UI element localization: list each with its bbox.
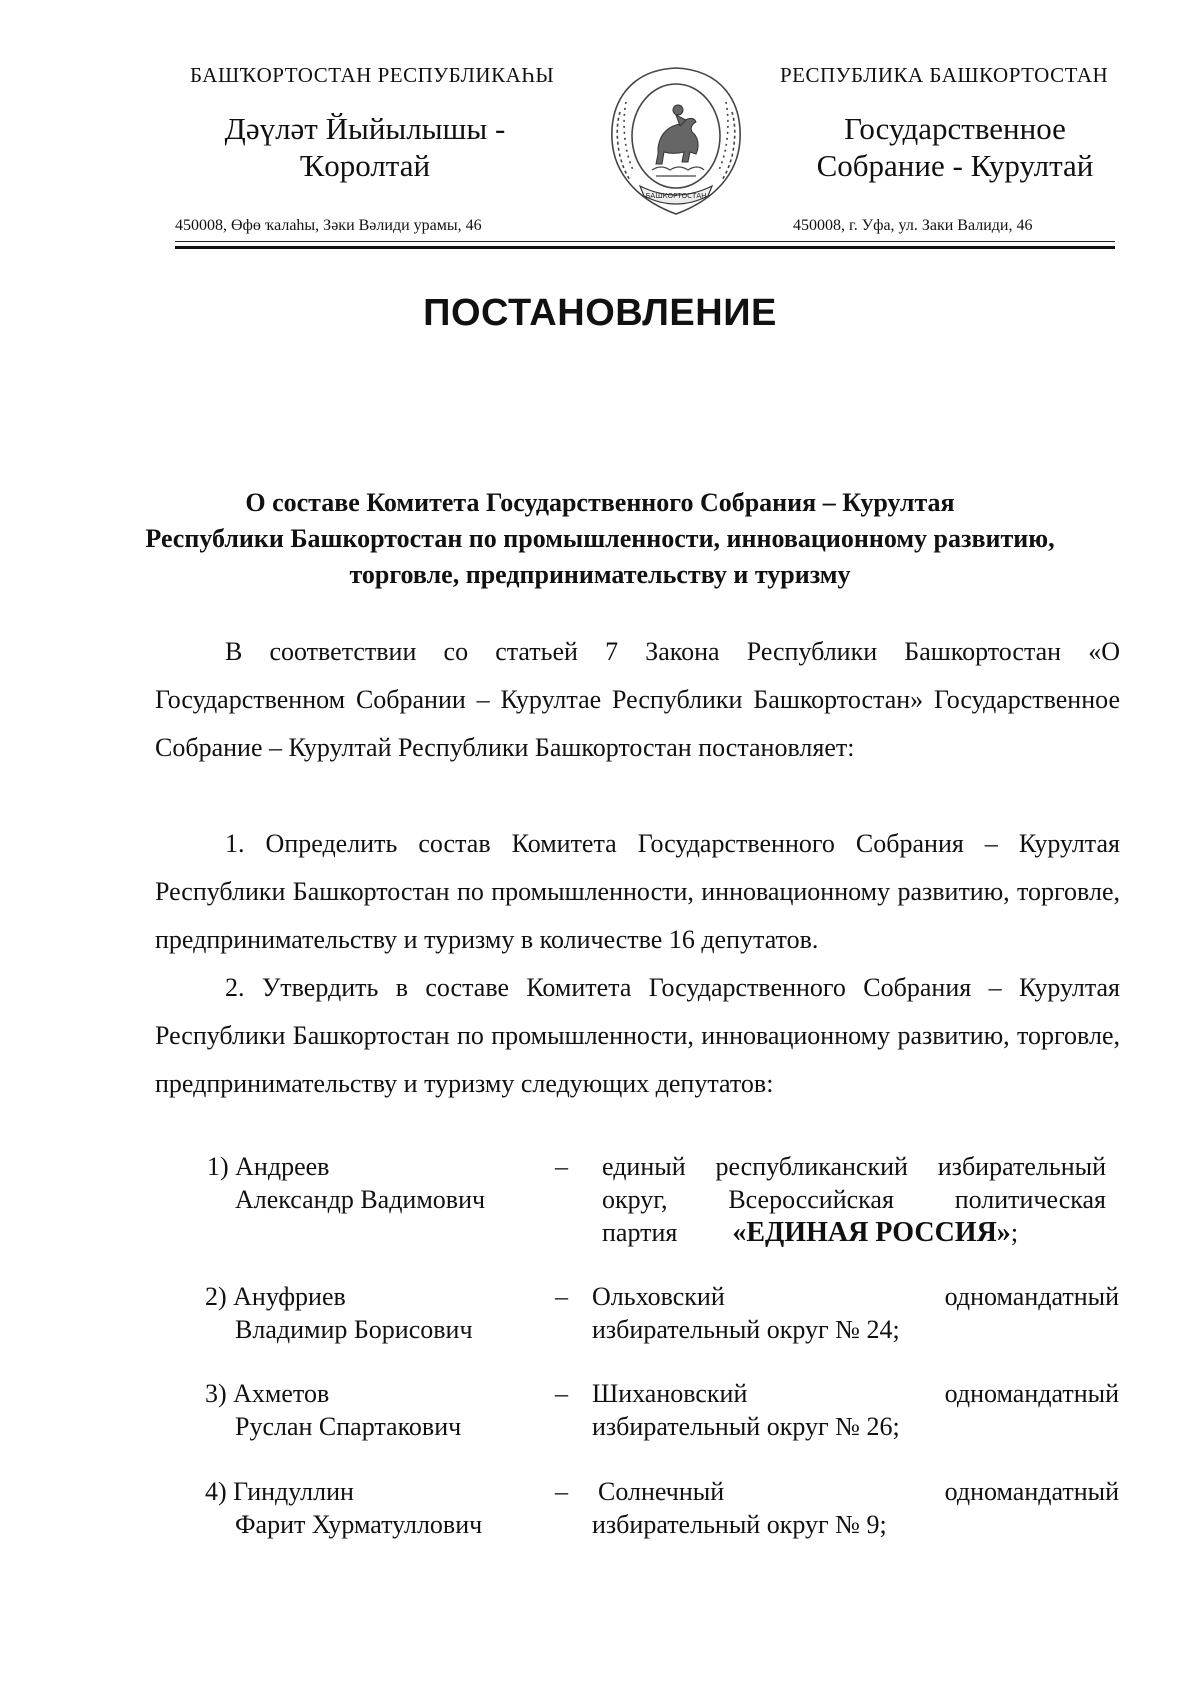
member-1-district-line1: единый республиканский избирательный (602, 1152, 1106, 1181)
document-title: ПОСТАНОВЛЕНИЕ (423, 292, 777, 334)
subject-line1: О составе Комитета Государственного Собрания – Курултая (245, 488, 955, 517)
member-4-district-line2: избирательный округ № 9; (592, 1510, 887, 1539)
preamble-paragraph: В соответствии со статьей 7 Закона Республики Башкортостан «О Государственном Собрании – Курултае Республики Башкортостан» Государственное Собрание – Курултай Республики Башкортостан постановляет: (155, 637, 1120, 762)
member-1-district-line3 (602, 1216, 1106, 1249)
subject-line2: Республики Башкортостан по промышленности, инновационному развитию, (145, 524, 1055, 553)
member-3-dash: – (555, 1379, 568, 1408)
member-4-surname: 4) Гиндуллин (205, 1477, 354, 1506)
item-2-paragraph: 2. Утвердить в составе Комитета Государственного Собрания – Курултая Республики Башкортостан по промышленности, инновационному развитию, торговле, предпринимательству и туризму следующих депутатов: (155, 973, 1120, 1098)
member-2-surname: 2) Ануфриев (205, 1282, 346, 1311)
right-name-line1: Государственное (844, 111, 1066, 146)
member-4-given-name: Фарит Хурматуллович (235, 1510, 483, 1539)
member-4-district-line1: Солнечный одномандатный (598, 1477, 1119, 1506)
header-rule-top (175, 241, 1115, 242)
member-3-district-line1: Шихановский одномандатный (592, 1379, 1119, 1408)
left-institution-name (185, 110, 545, 184)
left-name-line1: Дәүләт Йыйылышы - (224, 111, 506, 146)
item-1-paragraph: 1. Определить состав Комитета Государственного Собрания – Курултая Республики Башкортостан по промышленности, инновационному развитию, торговле, предпринимательству и туризму в количестве 16 депутатов. (155, 829, 1120, 954)
header-rule-bottom (175, 246, 1115, 249)
coat-of-arms-emblem (600, 62, 752, 220)
left-caption: БАШҠОРТОСТАН РЕСПУБЛИКАҺЫ (190, 63, 555, 87)
member-1-given-name: Александр Вадимович (235, 1185, 486, 1214)
member-2-district-line1: Ольховский одномандатный (592, 1282, 1119, 1311)
member-1-district-end: ; (1010, 1218, 1019, 1247)
emblem-ribbon-text: БАШКОРТОСТАН (645, 192, 707, 200)
right-name-line2: Собрание - Курултай (816, 148, 1094, 183)
member-1-dash: – (555, 1152, 568, 1181)
member-2-given-name: Владимир Борисович (235, 1315, 473, 1344)
left-name-line2: Ҡоролтай (299, 148, 431, 183)
right-institution-name (770, 110, 1140, 184)
member-2-dash: – (555, 1282, 568, 1311)
member-3-surname: 3) Ахметов (205, 1379, 330, 1408)
member-4-dash: – (555, 1477, 568, 1506)
member-3-given-name: Руслан Спартакович (235, 1412, 462, 1441)
right-caption: РЕСПУБЛИКА БАШКОРТОСТАН (780, 63, 1109, 87)
member-3-district-line2: избирательный округ № 26; (592, 1412, 900, 1441)
member-1-surname: 1) Андреев (207, 1152, 330, 1181)
document-subject (100, 485, 1100, 593)
left-address: 450008, Өфө ҡалаһы, Зәки Вәлиди урамы, 46 (175, 217, 482, 234)
right-address: 450008, г. Уфа, ул. Заки Валиди, 46 (793, 217, 1033, 234)
subject-line3: торговле, предпринимательству и туризму (349, 560, 851, 589)
member-2-district-line2: избирательный округ № 24; (592, 1315, 900, 1344)
member-1-party-name: «ЕДИНАЯ РОССИЯ» (732, 1217, 1011, 1248)
member-1-district-line2: округ, Всероссийская политическая (602, 1185, 1106, 1214)
member-1-district-party-prefix: партия (602, 1218, 678, 1247)
